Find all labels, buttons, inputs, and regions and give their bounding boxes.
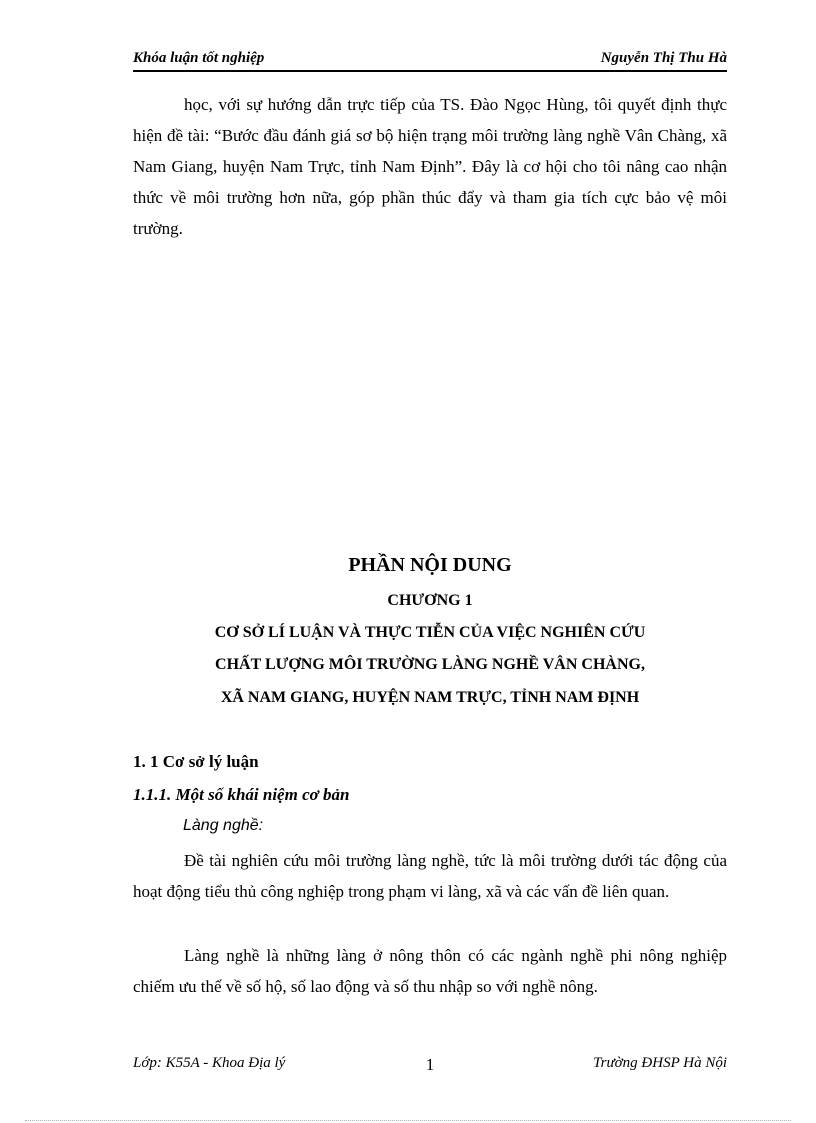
header-author-name: Nguyễn Thị Thu Hà xyxy=(600,50,727,66)
page-header xyxy=(133,48,727,72)
section-heading-1-1: 1. 1 Cơ sở lý luận xyxy=(133,752,259,771)
chapter-title-line-2: CHẤT LƯỢNG MÔI TRƯỜNG LÀNG NGHỀ VÂN CHÀNG, xyxy=(215,656,645,673)
page-number: 1 xyxy=(425,1055,435,1074)
chapter-title-line-3: XÃ NAM GIANG, HUYỆN NAM TRỰC, TỈNH NAM ĐỊNH xyxy=(220,689,640,706)
chapter-title-line-1: CƠ SỞ LÍ LUẬN VÀ THỰC TIỄN CỦA VIỆC NGHIÊN CỨU xyxy=(214,624,646,641)
chapter-number: CHƯƠNG 1 xyxy=(387,592,473,609)
term-heading: Làng nghề: xyxy=(183,817,264,834)
definition-paragraph: Đề tài nghiên cứu môi trường làng nghề, tức là môi trường dưới tác động của hoạt động tiểu thủ công nghiệp trong phạm vi làng, xã và các vấn đề liên quan. xyxy=(133,851,727,901)
definition-paragraph: Làng nghề là những làng ở nông thôn có các ngành nghề phi nông nghiệp chiếm ưu thế về số hộ, số lao động và số thu nhập so với nghề nông. xyxy=(133,946,727,996)
part-title: PHẦN NỘI DUNG xyxy=(348,554,512,576)
page-bottom-divider xyxy=(25,1120,791,1121)
intro-paragraph: học, với sự hướng dẫn trực tiếp của TS. Đào Ngọc Hùng, tôi quyết định thực hiện đề tài: “Bước đầu đánh giá sơ bộ hiện trạng môi trường làng nghề Vân Chàng, xã Nam Giang, huyện Nam Trực, tỉnh Nam Định”. Đây là cơ hội cho tôi nâng cao nhận thức về môi trường hơn nữa, góp phần thúc đẩy và tham gia tích cực bảo vệ môi trường. xyxy=(133,95,727,238)
section-heading-1-1-1: 1.1.1. Một số khái niệm cơ bản xyxy=(133,785,350,804)
page-footer xyxy=(133,1055,727,1077)
header-thesis-label: Khóa luận tốt nghiệp xyxy=(133,50,265,66)
footer-class-label: Lớp: K55A - Khoa Địa lý xyxy=(133,1055,286,1071)
footer-university-label: Trường ĐHSP Hà Nội xyxy=(593,1055,727,1071)
